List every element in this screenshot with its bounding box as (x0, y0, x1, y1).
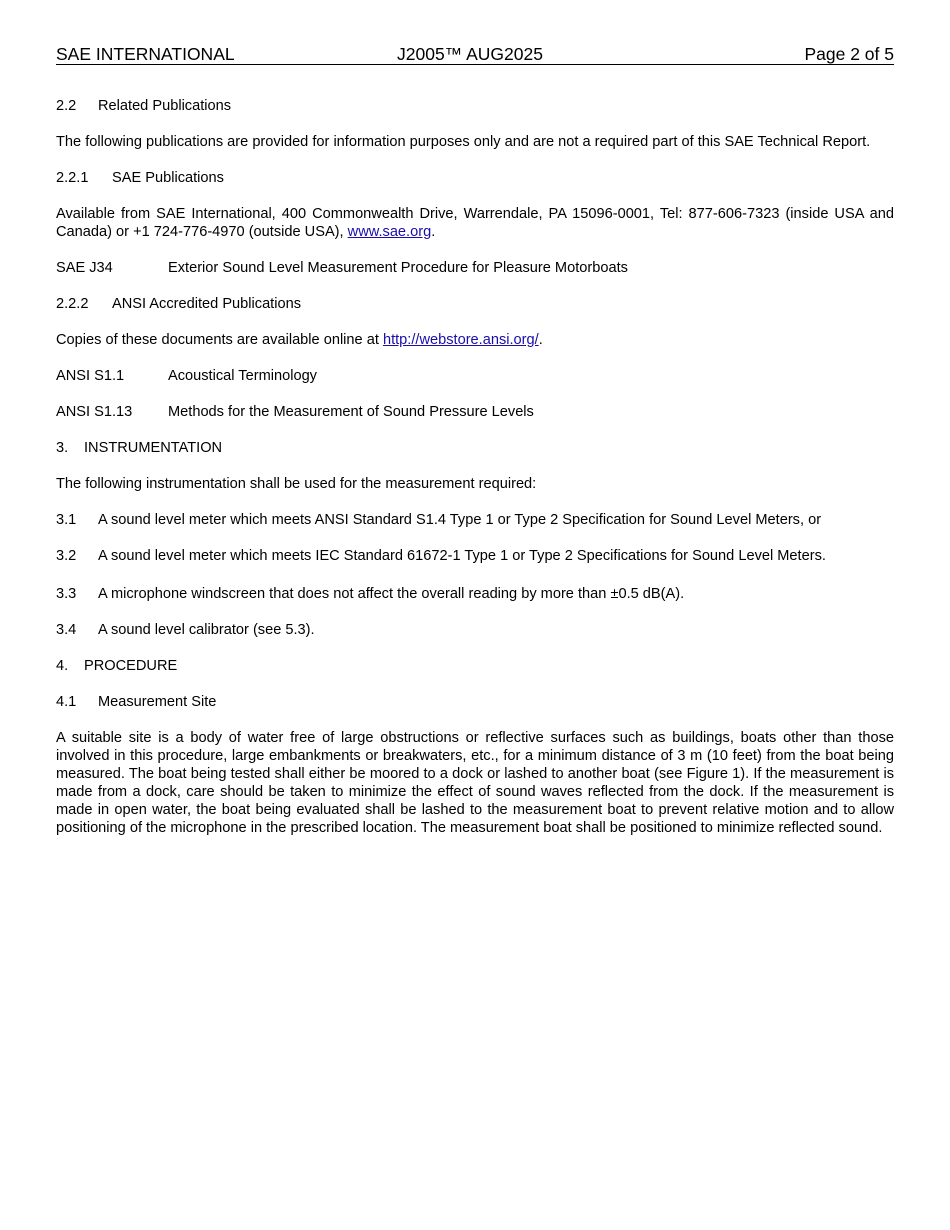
paragraph-measurement-site: A suitable site is a body of water free of large obstructions or reflective surfaces such as buildings, boats other than those involved in this procedure, large embankments or breakwaters, etc., for a minimum distance of 3 m (10 feet) from the boat being measured. The boat being tested shall either be moored to a dock or lashed to another boat (see Figure 1). If the measurement is made from a dock, care should be taken to minimize the effect of sound waves reflected from the dock. If the measurement is made in open water, the boat being evaluated shall be lashed to the measurement boat to prevent relative motion and to allow positioning of the microphone in the prescribed location. The measurement boat shall be positioned to minimize reflected sound. (56, 730, 894, 836)
section-number: 2.2.2 (56, 296, 89, 312)
item-number: 3.1 (56, 512, 77, 528)
section-title: ANSI Accredited Publications (112, 296, 302, 312)
section-title: PROCEDURE (84, 658, 178, 674)
reference-title: Methods for the Measurement of Sound Pressure Levels (168, 404, 534, 420)
section-number: 3. (56, 440, 69, 456)
item-number: 3.3 (56, 586, 77, 602)
header-org: SAE INTERNATIONAL (56, 44, 235, 64)
sae-website-link[interactable]: www.sae.org (347, 224, 432, 240)
list-item (56, 547, 894, 565)
reference-title: Acoustical Terminology (168, 368, 317, 384)
section-title: SAE Publications (112, 170, 224, 186)
reference-id: ANSI S1.1 (56, 368, 125, 384)
list-item (56, 621, 894, 639)
header-doc-id: J2005™ AUG2025 (397, 44, 543, 64)
paragraph-sae-availability (56, 205, 894, 241)
section-heading-4 (56, 657, 894, 675)
list-item (56, 511, 894, 529)
reference-entry (56, 259, 894, 277)
reference-entry (56, 367, 894, 385)
section-number: 2.2 (56, 98, 77, 114)
reference-entry (56, 403, 894, 421)
punctuation: . (431, 224, 436, 240)
item-text: A sound level calibrator (see 5.3). (98, 622, 315, 638)
paragraph-related-publications: The following publications are provided for information purposes only and are not a required part of this SAE Technical Report. (56, 134, 871, 150)
section-title: Related Publications (98, 98, 232, 114)
section-heading-2-2-2 (56, 295, 894, 313)
punctuation: . (538, 332, 543, 348)
item-text: A sound level meter which meets ANSI Standard S1.4 Type 1 or Type 2 Specification for Sound Level Meters, or (98, 512, 822, 528)
sae-availability-text: Available from SAE International, 400 Commonwealth Drive, Warrendale, PA 15096-0001, Tel: 877-606-7323 (inside USA and Canada) or +1 724-776-4970 (outside USA), (56, 206, 894, 240)
item-text: A microphone windscreen that does not affect the overall reading by more than ±0.5 dB(A). (98, 586, 685, 602)
section-number: 2.2.1 (56, 170, 89, 186)
item-number: 3.2 (56, 548, 77, 564)
section-number: 4.1 (56, 694, 77, 710)
section-number: 4. (56, 658, 69, 674)
section-title: Measurement Site (98, 694, 217, 710)
item-number: 3.4 (56, 622, 77, 638)
section-heading-2-2 (56, 97, 894, 115)
section-heading-2-2-1 (56, 169, 894, 187)
reference-title: Exterior Sound Level Measurement Procedure for Pleasure Motorboats (168, 260, 628, 276)
reference-id: ANSI S1.13 (56, 404, 133, 420)
section-title: INSTRUMENTATION (84, 440, 223, 456)
document-body (56, 97, 894, 837)
section-heading-4-1 (56, 693, 894, 711)
list-item (56, 585, 894, 603)
ansi-availability-text: Copies of these documents are available online at (56, 332, 383, 348)
reference-id: SAE J34 (56, 260, 113, 276)
paragraph-instrumentation: The following instrumentation shall be used for the measurement required: (56, 476, 537, 492)
header-page-number: Page 2 of 5 (804, 44, 894, 64)
ansi-webstore-link[interactable]: http://webstore.ansi.org/ (382, 332, 539, 348)
section-heading-3 (56, 439, 894, 457)
item-text: A sound level meter which meets IEC Standard 61672-1 Type 1 or Type 2 Specifications for Sound Level Meters. (98, 548, 826, 564)
page-header (56, 44, 894, 65)
paragraph-ansi-availability (56, 331, 894, 349)
